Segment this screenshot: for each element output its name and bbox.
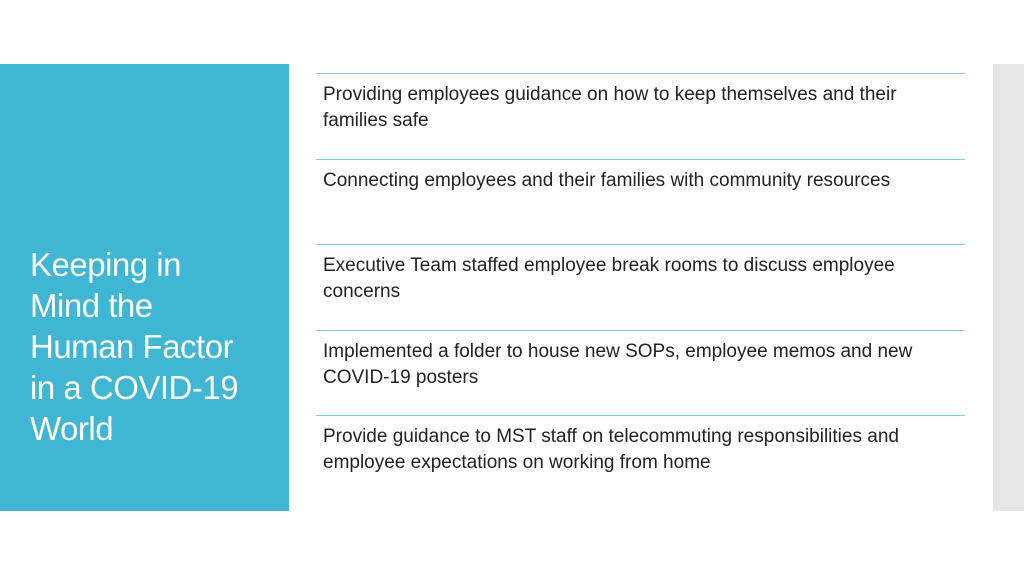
list-item: Connecting employees and their families with community resources — [316, 159, 965, 245]
title-panel — [0, 64, 289, 511]
decorative-side-bar — [993, 64, 1024, 511]
list-item: Providing employees guidance on how to keep themselves and their families safe — [316, 73, 965, 159]
slide-title: Keeping in Mind the Human Factor in a COVID-19 World — [30, 246, 239, 447]
bullet-list — [316, 73, 965, 501]
list-item: Provide guidance to MST staff on telecommuting responsibilities and employee expectations on working from home — [316, 415, 965, 501]
list-item: Executive Team staffed employee break rooms to discuss employee concerns — [316, 244, 965, 330]
list-item: Implemented a folder to house new SOPs, employee memos and new COVID-19 posters — [316, 330, 965, 416]
